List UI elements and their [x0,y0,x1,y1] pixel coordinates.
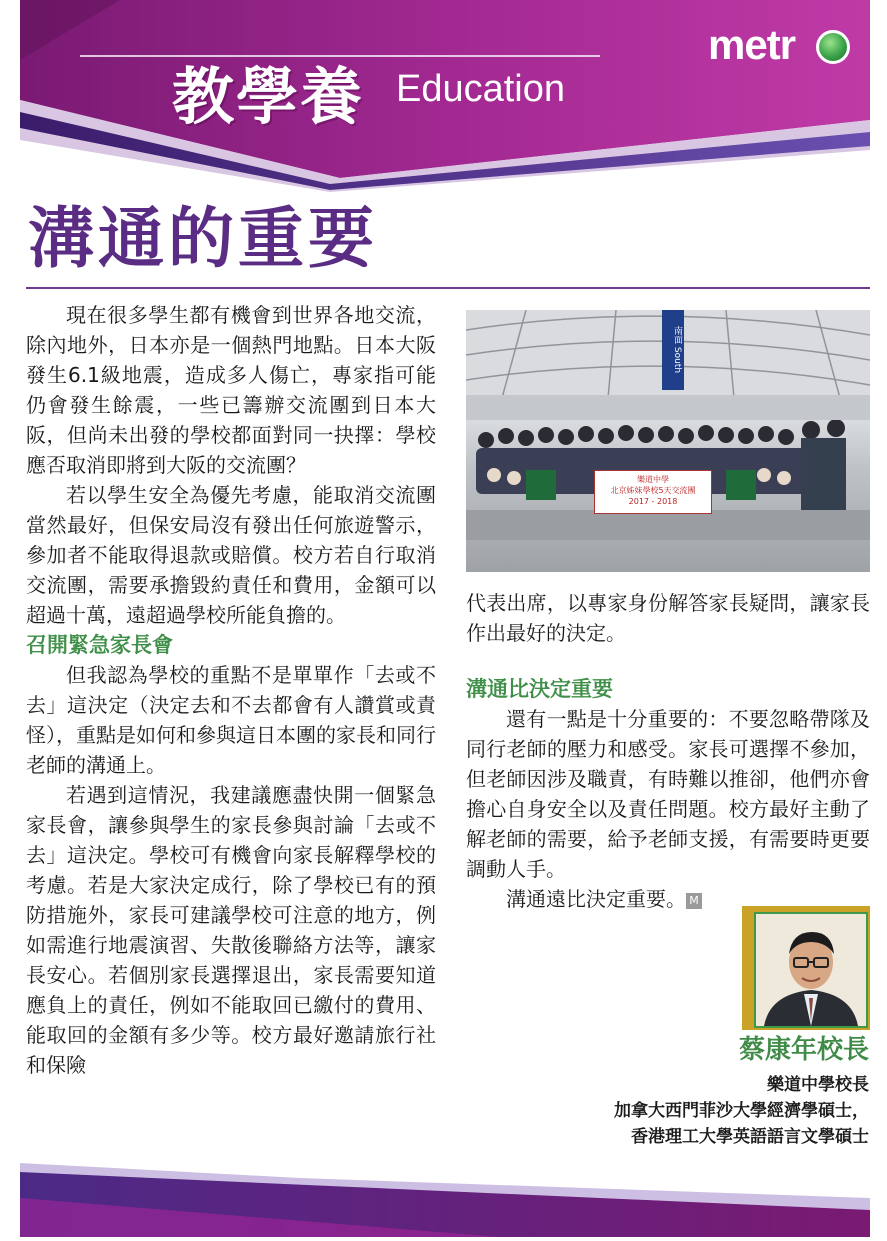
metro-end-mark-icon: M [686,893,702,909]
credential-line: 加拿大西門菲沙大學經濟學碩士， [614,1101,869,1121]
group-photo-airport [466,310,870,572]
paragraph-2: 若以學生安全為優先考慮，能取消交流團當然最好，但保安局沒有發出任何旅遊警示，參加者不能取得退款或賠償。校方若自行取消交流團，需要承擔毀約責任和費用，金額可以超過十萬，遠超過學校所能負擔的。 [26,483,436,627]
section-title-english: Education [396,68,566,110]
airport-sign: 南面 South [662,310,684,390]
paragraph-continued: 代表出席，以專家身份解答家長疑問，讓家長作出最好的決定。 [466,591,870,645]
banner-trip-name: 北京姊妹學校5天交流團 [610,486,696,495]
author-portrait-graphic [756,914,866,1026]
author-credentials [614,1072,869,1150]
footer-graphic [0,1158,887,1237]
article-right-column [466,588,870,914]
banner-divider [80,55,600,57]
footer-band [0,1158,887,1237]
subheading-communication: 溝通比決定重要 [466,676,613,701]
article-headline: 溝通的重要 [28,199,378,277]
masthead-banner [0,0,887,200]
banner-school-name: 樂道中學 [637,475,669,484]
credential-line: 香港理工大學英語語言文學碩士 [631,1127,869,1147]
metro-logo: metr [708,21,796,68]
headline-divider [26,287,870,289]
section-title-chinese: 教學養 [172,60,365,133]
closing-sentence: 溝通遠比決定重要。 [506,887,686,911]
group-banner [594,470,712,514]
banner-year: 2017 - 2018 [628,497,678,506]
credential-line: 樂道中學校長 [767,1075,869,1095]
author-portrait [754,912,868,1028]
subheading-emergency-meeting: 召開緊急家長會 [26,632,173,657]
article-left-column [26,300,436,1080]
paragraph-4: 若遇到這情況，我建議應盡快開一個緊急家長會，讓參與學生的家長參與討論「去或不去」這決定。學校可有機會向家長解釋學校的考慮。若是大家決定成行，除了學校已有的預防措施外，家長可建議學校可注意的地方，例如需進行地震演習、失散後聯絡方法等，讓家長安心。若個別家長選擇退出，家長需要知道應負上的責任，例如不能取回已繳付的費用、能取回的金額有多少等。校方最好邀請旅行社和保險 [26,783,436,1077]
paragraph-5: 還有一點是十分重要的：不要忽略帶隊及同行老師的壓力和感受。家長可選擇不參加，但老師因涉及職責，有時難以推卻，他們亦會擔心自身安全以及責任問題。校方最好主動了解老師的需要，給予老師支援，有需要時更要調動人手。 [466,707,870,881]
paragraph-3: 但我認為學校的重點不是單單作「去或不去」這決定（決定去和不去都會有人讚賞或責怪），重點是如何和參與這日本團的家長和同行老師的溝通上。 [26,663,436,777]
metro-logo-globe-icon [816,30,850,64]
author-name: 蔡康年校長 [738,1035,869,1065]
paragraph-1: 現在很多學生都有機會到世界各地交流，除內地外，日本亦是一個熱門地點。日本大阪發生6.1級地震，造成多人傷亡，專家指可能仍會發生餘震，一些已籌辦交流團到日本大阪，但尚未出發的學校都面對同一抉擇：學校應否取消即將到大阪的交流團？ [26,303,436,477]
